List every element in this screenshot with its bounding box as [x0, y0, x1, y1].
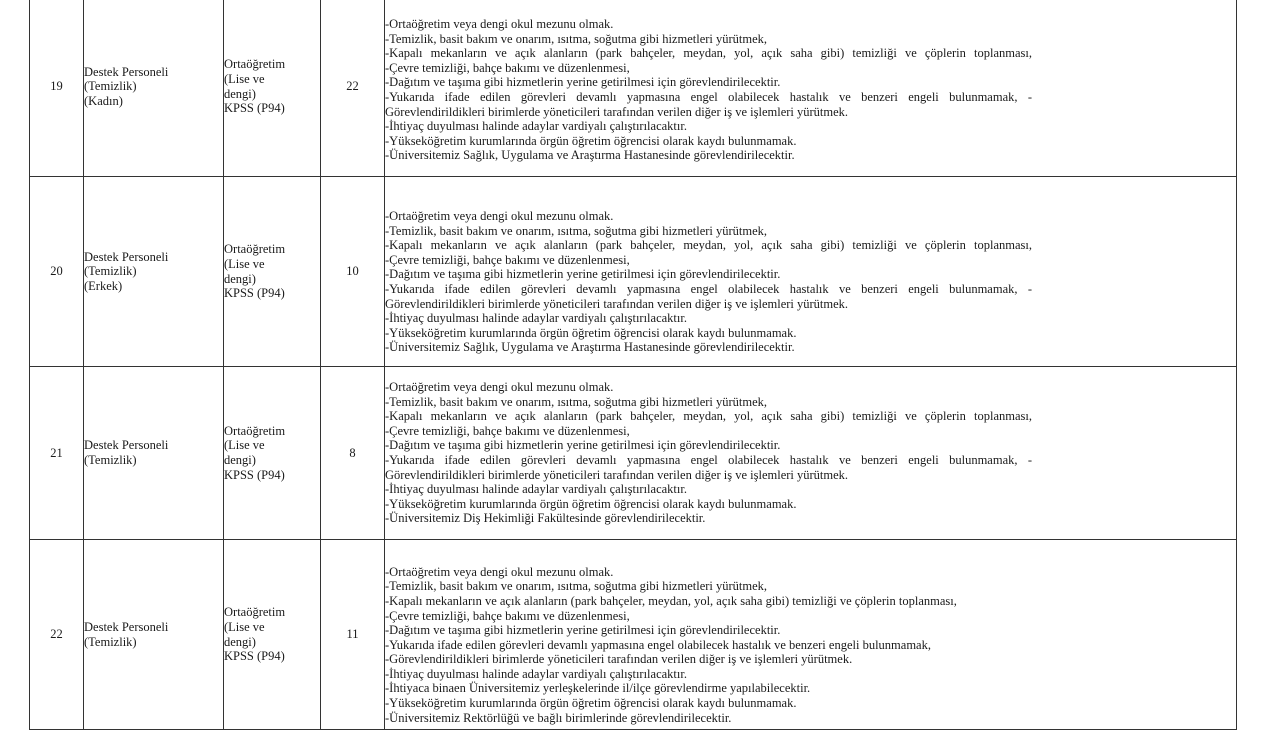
education-line: KPSS (P94) [224, 101, 285, 116]
requirement-line: -Görevlendirildikleri birimlerde yöneticileri tarafından verilen diğer iş ve işlemleri yürütmek. [385, 652, 853, 667]
requirement-line: -Yukarıda ifade edilen görevleri devamlı yapmasına engel olabilecek hastalık ve benzeri engeli bulunmamak, [385, 637, 931, 652]
requirement-line: -İhtiyaç duyulması halinde adaylar vardiyalı çalıştırılacaktır. [385, 666, 687, 681]
requirements-list [385, 565, 1032, 726]
education-line: KPSS (P94) [224, 286, 285, 301]
position-title [84, 540, 224, 730]
requirement-line: -Kapalı mekanların ve açık alanların (park bahçeler, meydan, yol, açık saha gibi) temizliği ve çöplerin toplanması, [385, 593, 957, 608]
position-title-line: (Temizlik) [84, 634, 137, 649]
positions-table [29, 0, 1237, 730]
requirement-line: -Yükseköğretim kurumlarında örgün öğretim öğrencisi olarak kaydı bulunmamak. [385, 696, 797, 711]
row-number: 20 [30, 177, 84, 367]
requirement-line: -Üniversitemiz Sağlık, Uygulama ve Araştırma Hastanesinde görevlendirilecektir. [385, 148, 795, 163]
position-title-line: (Erkek) [84, 278, 123, 293]
position-count: 8 [321, 367, 385, 540]
requirement-line: -Dağıtım ve taşıma gibi hizmetlerin yerine getirilmesi için görevlendirilecektir. [385, 267, 781, 282]
requirement-line: -Ortaöğretim veya dengi okul mezunu olmak. [385, 17, 614, 32]
requirement-line: Görevlendirildikleri birimlerde yöneticileri tarafından verilen diğer iş ve işlemleri yürütmek. [385, 467, 849, 482]
education-line: (Lise ve [224, 619, 265, 634]
requirement-line: -Yükseköğretim kurumlarında örgün öğretim öğrencisi olarak kaydı bulunmamak. [385, 496, 797, 511]
position-title-line: (Temizlik) [84, 264, 137, 279]
education-line: KPSS (P94) [224, 467, 285, 482]
education-line: dengi) [224, 453, 256, 467]
table-row [30, 0, 1237, 177]
requirements-cell [385, 0, 1237, 177]
requirement-line: -Temizlik, basit bakım ve onarım, ısıtma, soğutma gibi hizmetleri yürütmek, [385, 31, 768, 46]
education-line: Ortaöğretim [224, 605, 286, 620]
requirements-cell [385, 177, 1237, 367]
requirement-line: -Yükseköğretim kurumlarında örgün öğretim öğrencisi olarak kaydı bulunmamak. [385, 133, 797, 148]
requirement-line: -Dağıtım ve taşıma gibi hizmetlerin yerine getirilmesi için görevlendirilecektir. [385, 438, 781, 453]
requirement-line: -Yukarıda ifade edilen görevleri devamlı yapmasına engel olabilecek hastalık ve benzeri engeli bulunmamak, - [385, 282, 1032, 296]
position-count: 10 [321, 177, 385, 367]
position-title-line: Destek Personeli [84, 249, 169, 264]
requirements-list [385, 17, 1032, 163]
requirement-line: -Çevre temizliği, bahçe bakımı ve düzenlenmesi, [385, 608, 630, 623]
position-title [84, 367, 224, 540]
requirement-line: -Üniversitemiz Sağlık, Uygulama ve Araştırma Hastanesinde görevlendirilecektir. [385, 340, 795, 355]
education-line: Ortaöğretim [224, 57, 286, 72]
education-line: (Lise ve [224, 71, 265, 86]
requirements-cell [385, 540, 1237, 730]
position-title-line: Destek Personeli [84, 64, 169, 79]
requirement-line: -Ortaöğretim veya dengi okul mezunu olmak. [385, 564, 614, 579]
row-number: 22 [30, 540, 84, 730]
education-line: KPSS (P94) [224, 649, 285, 664]
requirement-line: -Temizlik, basit bakım ve onarım, ısıtma, soğutma gibi hizmetleri yürütmek, [385, 394, 768, 409]
education-requirement [224, 177, 321, 367]
requirement-line: -Yükseköğretim kurumlarında örgün öğretim öğrencisi olarak kaydı bulunmamak. [385, 325, 797, 340]
requirement-line: -Üniversitemiz Diş Hekimliği Fakültesinde görevlendirilecektir. [385, 511, 706, 526]
position-title-line: (Temizlik) [84, 79, 137, 94]
requirement-line: -Yukarıda ifade edilen görevleri devamlı yapmasına engel olabilecek hastalık ve benzeri engeli bulunmamak, - [385, 90, 1032, 104]
table-row [30, 540, 1237, 730]
position-title [84, 0, 224, 177]
education-line: dengi) [224, 634, 256, 649]
requirement-line: -Ortaöğretim veya dengi okul mezunu olmak. [385, 209, 614, 224]
requirement-line: -Ortaöğretim veya dengi okul mezunu olmak. [385, 380, 614, 395]
education-line: (Lise ve [224, 256, 265, 271]
education-requirement [224, 0, 321, 177]
requirement-line: -Çevre temizliği, bahçe bakımı ve düzenlenmesi, [385, 60, 630, 75]
requirements-list [385, 209, 1032, 355]
position-title-line: (Kadın) [84, 93, 123, 108]
requirement-line: -Temizlik, basit bakım ve onarım, ısıtma, soğutma gibi hizmetleri yürütmek, [385, 223, 768, 238]
requirements-cell [385, 367, 1237, 540]
education-line: dengi) [224, 86, 256, 101]
requirement-line: -Dağıtım ve taşıma gibi hizmetlerin yerine getirilmesi için görevlendirilecektir. [385, 75, 781, 90]
requirement-line: -Çevre temizliği, bahçe bakımı ve düzenlenmesi, [385, 252, 630, 267]
education-line: Ortaöğretim [224, 423, 286, 438]
requirement-line: -Kapalı mekanların ve açık alanların (park bahçeler, meydan, yol, açık saha gibi) temizliği ve çöplerin toplanması, [385, 46, 1032, 61]
requirement-line: Görevlendirildikleri birimlerde yöneticileri tarafından verilen diğer iş ve işlemleri yürütmek. [385, 104, 849, 119]
row-number: 19 [30, 0, 84, 177]
requirements-list [385, 380, 1032, 526]
requirement-line: -Kapalı mekanların ve açık alanların (park bahçeler, meydan, yol, açık saha gibi) temizliği ve çöplerin toplanması, [385, 409, 1032, 424]
education-requirement [224, 367, 321, 540]
row-number: 21 [30, 367, 84, 540]
requirement-line: -İhtiyaç duyulması halinde adaylar vardiyalı çalıştırılacaktır. [385, 311, 687, 326]
education-requirement [224, 540, 321, 730]
position-count: 22 [321, 0, 385, 177]
table-body [30, 0, 1237, 730]
position-title-line: (Temizlik) [84, 453, 137, 467]
position-title-line: Destek Personeli [84, 438, 169, 453]
requirement-line: -İhtiyaç duyulması halinde adaylar vardiyalı çalıştırılacaktır. [385, 482, 687, 497]
position-title-line: Destek Personeli [84, 619, 169, 634]
table-row [30, 177, 1237, 367]
position-title [84, 177, 224, 367]
requirement-line: -İhtiyaca binaen Üniversitemiz yerleşkelerinde il/ilçe görevlendirme yapılabilecektir. [385, 681, 811, 696]
requirement-line: -Yukarıda ifade edilen görevleri devamlı yapmasına engel olabilecek hastalık ve benzeri engeli bulunmamak, - [385, 453, 1032, 467]
requirement-line: -Üniversitemiz Rektörlüğü ve bağlı birimlerinde görevlendirilecektir. [385, 710, 732, 725]
education-line: dengi) [224, 271, 256, 286]
education-line: (Lise ve [224, 438, 265, 453]
requirement-line: -Temizlik, basit bakım ve onarım, ısıtma, soğutma gibi hizmetleri yürütmek, [385, 579, 768, 594]
requirement-line: -Çevre temizliği, bahçe bakımı ve düzenlenmesi, [385, 423, 630, 438]
requirement-line: Görevlendirildikleri birimlerde yöneticileri tarafından verilen diğer iş ve işlemleri yürütmek. [385, 296, 849, 311]
table-row [30, 367, 1237, 540]
requirement-line: -Dağıtım ve taşıma gibi hizmetlerin yerine getirilmesi için görevlendirilecektir. [385, 623, 781, 638]
requirement-line: -Kapalı mekanların ve açık alanların (park bahçeler, meydan, yol, açık saha gibi) temizliği ve çöplerin toplanması, [385, 238, 1032, 253]
requirement-line: -İhtiyaç duyulması halinde adaylar vardiyalı çalıştırılacaktır. [385, 119, 687, 134]
education-line: Ortaöğretim [224, 242, 286, 257]
position-count: 11 [321, 540, 385, 730]
